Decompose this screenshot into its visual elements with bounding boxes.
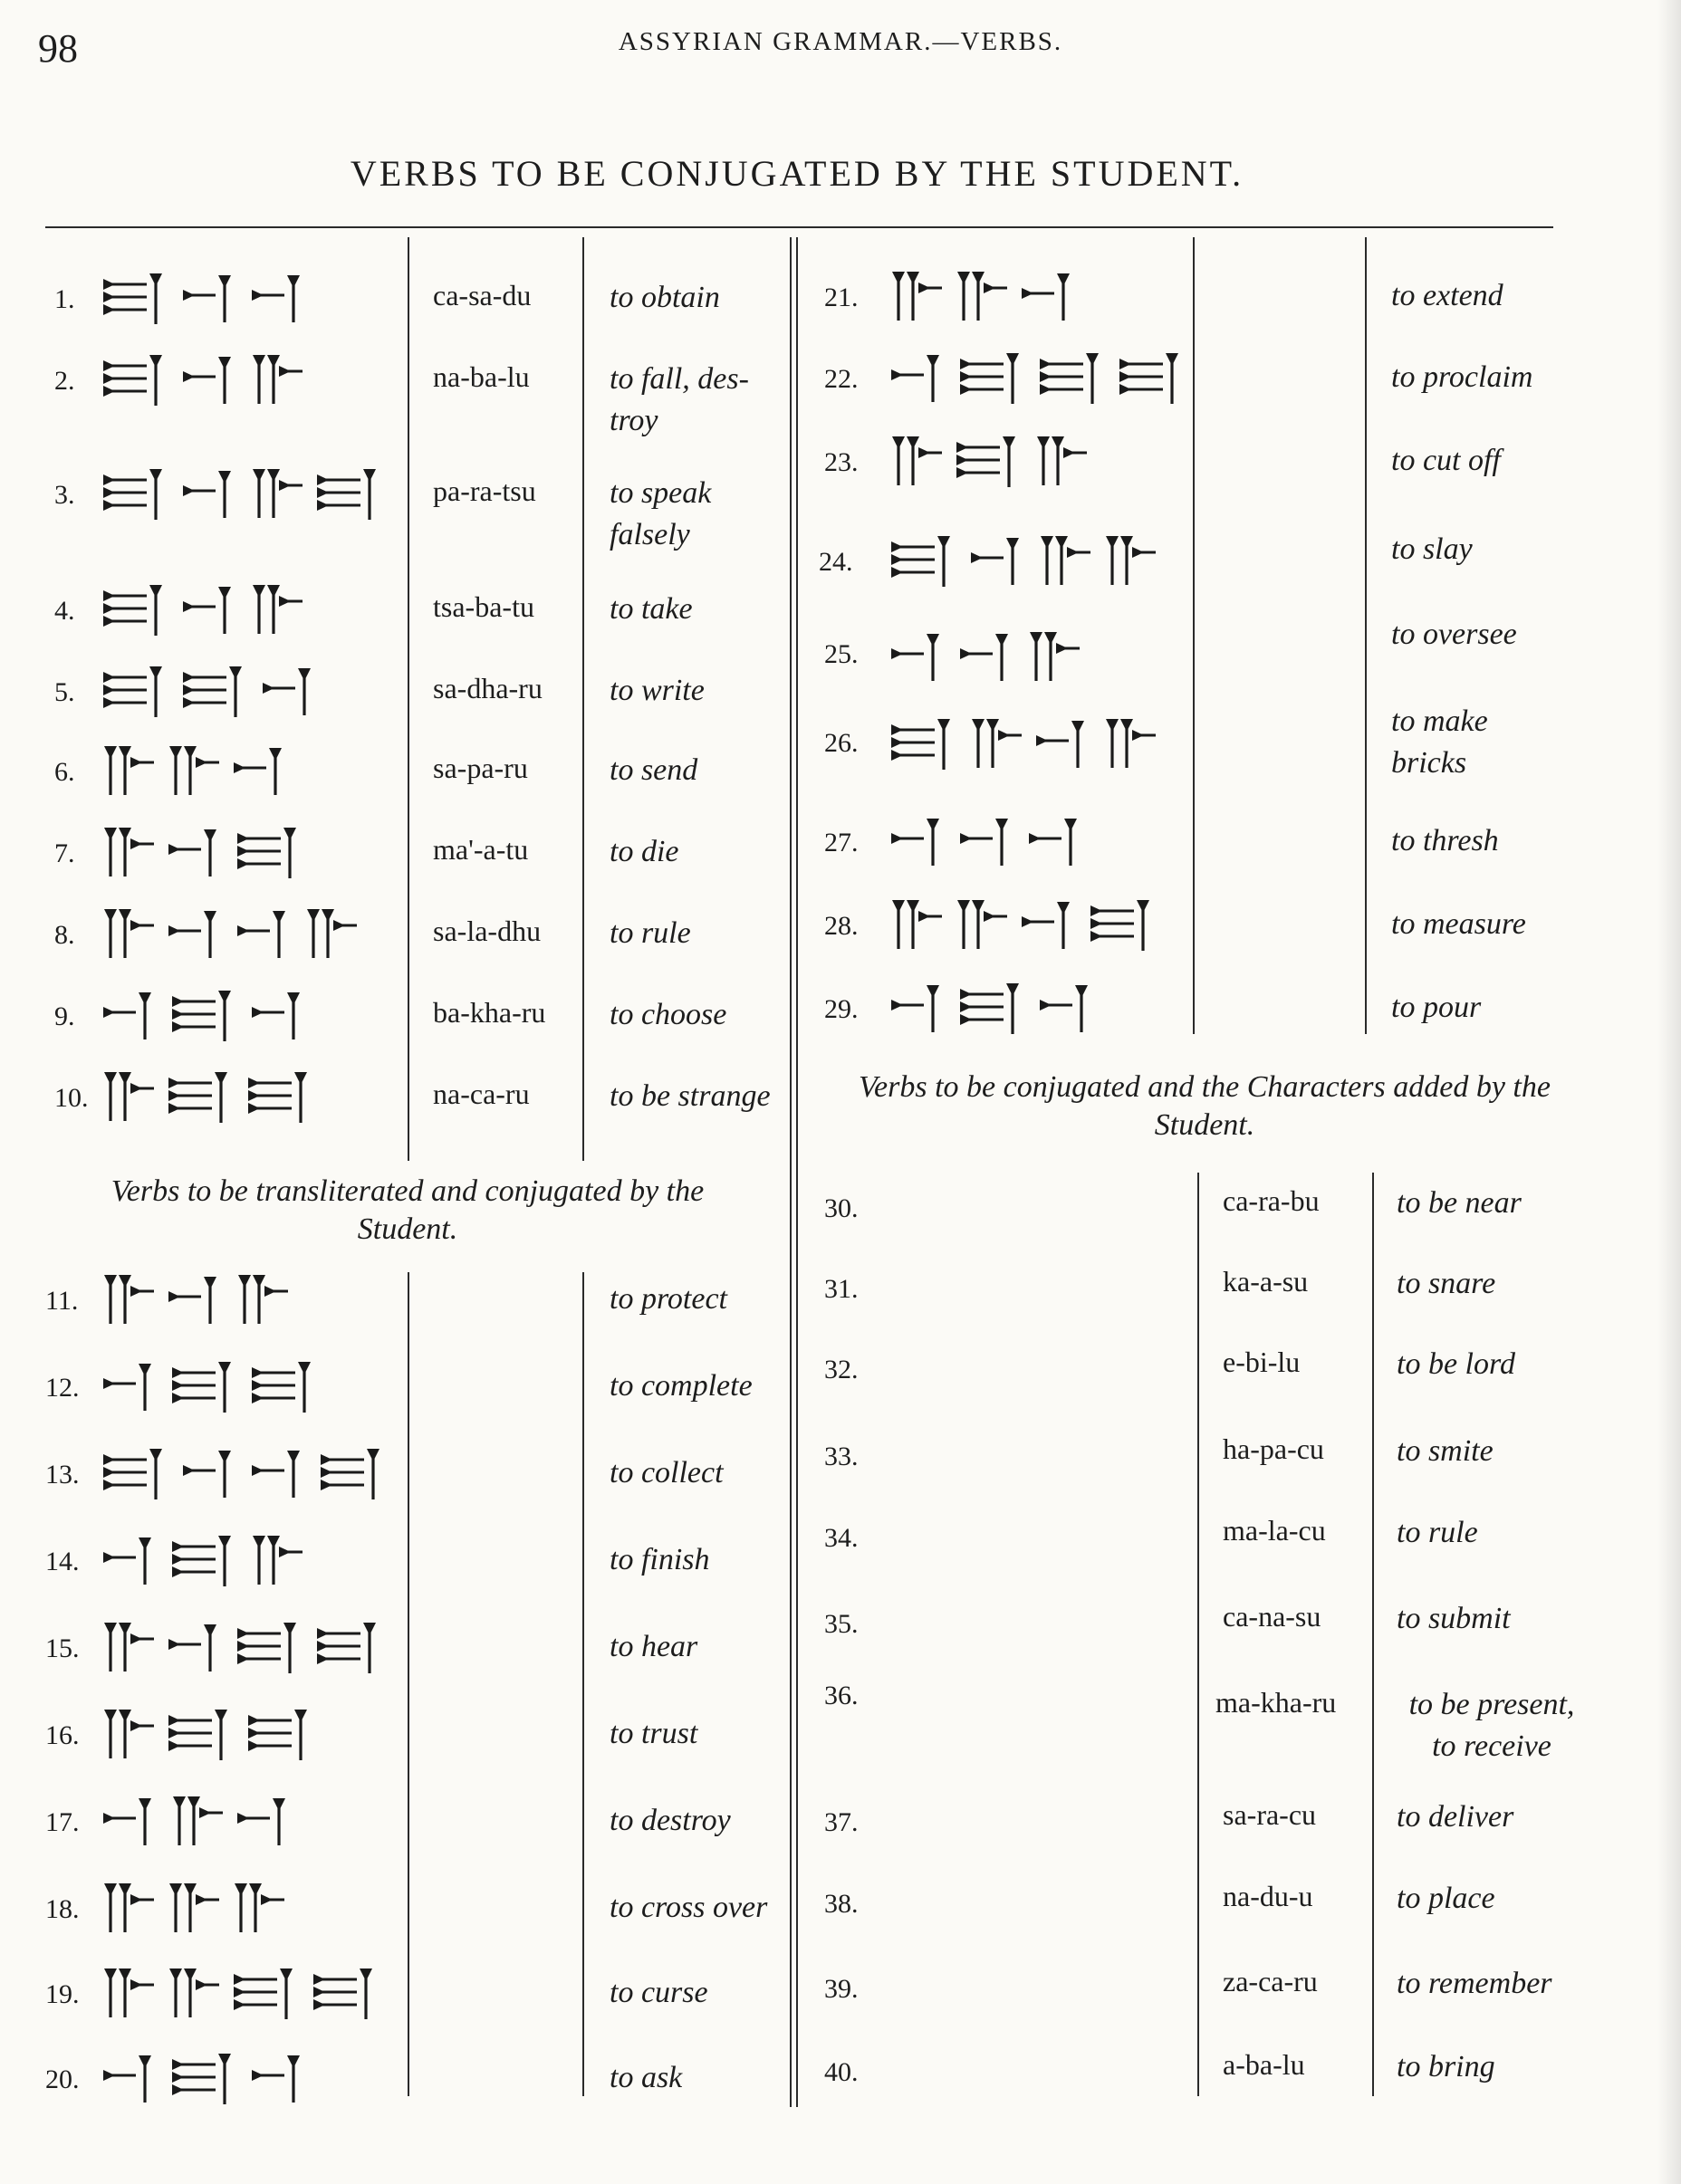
- verb-row: [797, 348, 1612, 411]
- cuneiform-wedges: [104, 1623, 376, 1673]
- cuneiform-wedges: [103, 273, 300, 324]
- verb-row: [0, 822, 788, 886]
- verb-number: 11.: [45, 1286, 79, 1316]
- meaning: to trust: [610, 1717, 698, 1750]
- transliteration: sa-ra-cu: [1223, 1798, 1317, 1831]
- verb-row: [797, 1787, 1612, 1851]
- cuneiform-svg: [100, 1356, 399, 1416]
- cuneiform-svg: [888, 895, 1186, 954]
- cuneiform-svg: [100, 661, 399, 721]
- verb-row: [0, 985, 788, 1049]
- verb-row: [797, 1589, 1612, 1652]
- cuneiform-glyphs: [100, 822, 399, 882]
- verb-row: [0, 1530, 788, 1594]
- cuneiform-wedges: [103, 1362, 311, 1413]
- cuneiform-glyphs: [100, 1878, 399, 1938]
- meaning: to place: [1397, 1882, 1495, 1915]
- cuneiform-svg: [100, 822, 399, 882]
- cuneiform-svg: [100, 1878, 399, 1938]
- verb-row: [0, 464, 788, 551]
- meaning: to remember: [1397, 1967, 1552, 2000]
- meaning: to protect: [610, 1282, 727, 1316]
- verb-number: 12.: [45, 1373, 80, 1403]
- meaning: to hear: [610, 1630, 698, 1663]
- note-right: Verbs to be conjugated and the Characters added by the Student.: [859, 1070, 1551, 1142]
- cuneiform-wedges: [891, 536, 1156, 587]
- verb-row: [0, 1878, 788, 1941]
- verb-row: [0, 1617, 788, 1681]
- cuneiform-wedges: [892, 436, 1087, 487]
- cuneiform-glyphs: [888, 627, 1186, 686]
- transliteration: na-ba-lu: [433, 360, 530, 393]
- verb-row: [797, 895, 1612, 958]
- cuneiform-wedges: [103, 355, 303, 406]
- meaning: to send: [610, 753, 698, 787]
- cuneiform-wedges: [104, 909, 357, 958]
- top-rule: [45, 226, 1553, 228]
- verb-number: 17.: [45, 1807, 80, 1837]
- cuneiform-glyphs: [100, 741, 399, 800]
- verb-number: 19.: [45, 1979, 80, 2009]
- verb-number: 7.: [54, 838, 75, 868]
- verb-number: 10.: [54, 1083, 89, 1113]
- cuneiform-svg: [100, 1067, 399, 1126]
- cuneiform-glyphs: [100, 904, 399, 963]
- verb-row: [797, 811, 1612, 875]
- transliteration: sa-dha-ru: [433, 672, 543, 704]
- meaning: to be lord: [1397, 1347, 1515, 1381]
- transliteration: ma-kha-ru: [1215, 1686, 1337, 1719]
- meaning: to complete: [610, 1369, 753, 1403]
- verb-row: [0, 1791, 788, 1854]
- page-number: 98: [38, 26, 78, 71]
- cuneiform-wedges: [104, 1968, 372, 2019]
- verb-number: 4.: [54, 596, 75, 626]
- cuneiform-glyphs: [888, 431, 1186, 491]
- verb-number: 34.: [824, 1523, 859, 1553]
- cuneiform-svg: [888, 811, 1186, 871]
- verb-number: 36.: [824, 1681, 859, 1710]
- verb-number: 32.: [824, 1355, 859, 1384]
- cuneiform-svg: [100, 1269, 399, 1329]
- meaning: to obtain: [610, 281, 720, 314]
- cuneiform-svg: [100, 1963, 399, 2023]
- cuneiform-glyphs: [100, 1356, 399, 1416]
- transliteration: pa-ra-tsu: [433, 474, 536, 507]
- verb-row: [0, 661, 788, 724]
- cuneiform-wedges: [891, 353, 1178, 404]
- verb-number: 29.: [824, 994, 859, 1024]
- page-scan-edge: [1657, 0, 1681, 2184]
- verb-number: 26.: [824, 728, 859, 758]
- verb-number: 2.: [54, 366, 75, 396]
- cuneiform-svg: [888, 714, 1186, 773]
- verb-number: 31.: [824, 1274, 859, 1304]
- meaning: to choose: [610, 998, 727, 1031]
- verb-row: [797, 1954, 1612, 2017]
- meaning: to destroy: [610, 1804, 731, 1837]
- cuneiform-wedges: [892, 900, 1149, 951]
- cuneiform-wedges: [103, 1536, 303, 1586]
- verb-row: [797, 692, 1612, 780]
- transliteration: ca-sa-du: [433, 279, 532, 311]
- verb-number: 16.: [45, 1720, 80, 1750]
- cuneiform-wedges: [104, 1710, 307, 1760]
- verb-row: [797, 431, 1612, 494]
- meaning: to curse: [610, 1976, 708, 2009]
- meaning: to slay: [1391, 532, 1473, 566]
- cuneiform-svg: [100, 1791, 399, 1851]
- transliteration: na-ca-ru: [433, 1078, 530, 1110]
- cuneiform-svg: [888, 431, 1186, 491]
- cuneiform-glyphs: [100, 1443, 399, 1503]
- cuneiform-wedges: [104, 1883, 284, 1932]
- verb-number: 27.: [824, 828, 859, 857]
- verb-number: 23.: [824, 447, 859, 477]
- verb-number: 3.: [54, 480, 75, 510]
- cuneiform-wedges: [104, 1275, 288, 1324]
- verb-number: 30.: [824, 1193, 859, 1223]
- verb-row: [797, 1173, 1612, 1237]
- verb-number: 1.: [54, 284, 75, 314]
- cuneiform-svg: [100, 1617, 399, 1677]
- verb-number: 28.: [824, 911, 859, 941]
- meaning: to bring: [1397, 2050, 1495, 2083]
- cuneiform-glyphs: [100, 464, 399, 523]
- cuneiform-svg: [100, 464, 399, 523]
- verb-number: 38.: [824, 1889, 859, 1919]
- meaning: to make bricks: [1391, 704, 1488, 780]
- meaning: to cross over: [610, 1891, 768, 1924]
- transliteration: a-ba-lu: [1223, 2048, 1305, 2081]
- meaning: to thresh: [1391, 824, 1499, 857]
- cuneiform-glyphs: [888, 348, 1186, 407]
- center-double-rule-a: [790, 237, 792, 2107]
- meaning: to submit: [1397, 1602, 1511, 1635]
- cuneiform-glyphs: [100, 661, 399, 721]
- verb-number: 20.: [45, 2064, 80, 2094]
- cuneiform-svg: [100, 1530, 399, 1590]
- meaning: to proclaim: [1391, 360, 1533, 394]
- meaning: to cut off: [1391, 444, 1501, 477]
- verb-row: [797, 978, 1612, 1041]
- meaning: to measure: [1391, 907, 1526, 941]
- cuneiform-glyphs: [100, 1791, 399, 1851]
- meaning: to speak falsely: [610, 476, 712, 551]
- verb-number: 35.: [824, 1609, 859, 1639]
- verb-row: [0, 1269, 788, 1333]
- cuneiform-svg: [100, 268, 399, 328]
- cuneiform-svg: [100, 350, 399, 409]
- cuneiform-svg: [100, 2048, 399, 2108]
- verb-row: [797, 1869, 1612, 1932]
- verb-row: [797, 1254, 1612, 1317]
- cuneiform-svg: [100, 1443, 399, 1503]
- cuneiform-glyphs: [100, 1530, 399, 1590]
- verb-row: [797, 605, 1612, 668]
- verb-row: [0, 1356, 788, 1420]
- verb-number: 8.: [54, 920, 75, 950]
- transliteration: ba-kha-ru: [433, 996, 546, 1029]
- meaning: to smite: [1397, 1434, 1494, 1468]
- verb-number: 33.: [824, 1442, 859, 1471]
- transliteration: ma-la-cu: [1223, 1514, 1326, 1547]
- verb-number: 15.: [45, 1633, 80, 1663]
- running-head: ASSYRIAN GRAMMAR.—VERBS.: [618, 27, 1063, 56]
- note-left: Verbs to be transliterated and conjugated by the Student.: [110, 1174, 705, 1246]
- verb-number: 37.: [824, 1807, 859, 1837]
- verb-row: [0, 1067, 788, 1130]
- cuneiform-wedges: [103, 666, 311, 717]
- transliteration: tsa-ba-tu: [433, 590, 534, 623]
- verb-row: [0, 741, 788, 804]
- cuneiform-svg: [888, 348, 1186, 407]
- cuneiform-wedges: [891, 819, 1077, 866]
- transliteration: e-bi-lu: [1223, 1346, 1301, 1378]
- verb-row: [0, 1704, 788, 1767]
- verb-number: 9.: [54, 1001, 75, 1031]
- section-title: VERBS TO BE CONJUGATED BY THE STUDENT.: [350, 153, 1244, 194]
- verb-row: [797, 2037, 1612, 2101]
- cuneiform-wedges: [104, 828, 296, 878]
- meaning: to extend: [1391, 279, 1503, 312]
- cuneiform-svg: [100, 580, 399, 639]
- cuneiform-glyphs: [888, 531, 1186, 590]
- cuneiform-wedges: [104, 1072, 307, 1123]
- verb-row: [0, 350, 788, 437]
- verb-row: [797, 1503, 1612, 1566]
- cuneiform-wedges: [103, 469, 376, 520]
- verb-number: 24.: [819, 547, 853, 577]
- verb-number: 14.: [45, 1547, 80, 1576]
- transliteration: sa-pa-ru: [433, 752, 528, 784]
- transliteration: ca-ra-bu: [1223, 1184, 1320, 1217]
- meaning: to collect: [610, 1456, 724, 1490]
- verb-row: [0, 580, 788, 643]
- meaning: to deliver: [1397, 1800, 1514, 1834]
- cuneiform-glyphs: [100, 2048, 399, 2108]
- meaning: to die: [610, 835, 679, 868]
- cuneiform-glyphs: [100, 1963, 399, 2023]
- verb-number: 21.: [824, 283, 859, 312]
- verb-row: [0, 2048, 788, 2112]
- cuneiform-glyphs: [888, 714, 1186, 773]
- verb-row: [0, 1963, 788, 2026]
- meaning: to oversee: [1391, 618, 1517, 651]
- verb-row: [0, 268, 788, 331]
- meaning: to pour: [1391, 991, 1482, 1024]
- meaning: to snare: [1397, 1267, 1496, 1300]
- transliteration: ca-na-su: [1223, 1600, 1321, 1633]
- cuneiform-glyphs: [100, 580, 399, 639]
- cuneiform-svg: [100, 741, 399, 800]
- meaning: to rule: [610, 916, 691, 950]
- cuneiform-svg: [100, 904, 399, 963]
- meaning: to finish: [610, 1543, 710, 1576]
- transliteration: na-du-u: [1223, 1880, 1313, 1912]
- transliteration: sa-la-dhu: [433, 915, 542, 947]
- cuneiform-svg: [888, 978, 1186, 1038]
- meaning: to rule: [1397, 1516, 1478, 1549]
- cuneiform-glyphs: [100, 350, 399, 409]
- transliteration: za-ca-ru: [1223, 1965, 1318, 1997]
- cuneiform-glyphs: [100, 985, 399, 1045]
- cuneiform-glyphs: [100, 1269, 399, 1329]
- verb-number: 22.: [824, 364, 859, 394]
- verb-number: 13.: [45, 1460, 80, 1490]
- meaning: to be present, to receive: [1408, 1688, 1575, 1763]
- cuneiform-wedges: [104, 746, 282, 795]
- verb-row: [797, 520, 1612, 583]
- cuneiform-svg: [888, 266, 1186, 326]
- cuneiform-svg: [100, 985, 399, 1045]
- transliteration: ka-a-su: [1223, 1265, 1309, 1298]
- cuneiform-glyphs: [888, 266, 1186, 326]
- cuneiform-glyphs: [888, 811, 1186, 871]
- transliteration: ha-pa-cu: [1223, 1432, 1324, 1465]
- cuneiform-wedges: [103, 1449, 379, 1499]
- cuneiform-wedges: [103, 991, 300, 1041]
- cuneiform-wedges: [103, 585, 303, 636]
- verb-number: 18.: [45, 1894, 80, 1924]
- cuneiform-glyphs: [100, 1704, 399, 1764]
- verb-number: 40.: [824, 2057, 859, 2087]
- verb-number: 39.: [824, 1974, 859, 2004]
- meaning: to take: [610, 592, 693, 626]
- verb-row: [797, 1675, 1612, 1763]
- verb-number: 25.: [824, 639, 859, 669]
- cuneiform-wedges: [891, 719, 1156, 770]
- meaning: to fall, des-troy: [610, 362, 749, 437]
- meaning: to be strange: [610, 1079, 771, 1113]
- cuneiform-wedges: [892, 272, 1070, 321]
- verb-row: [797, 1335, 1612, 1398]
- verb-number: 6.: [54, 757, 75, 787]
- cuneiform-svg: [100, 1704, 399, 1764]
- verb-row: [0, 904, 788, 967]
- cuneiform-wedges: [103, 2054, 300, 2104]
- transliteration: ma'-a-tu: [433, 833, 529, 866]
- cuneiform-glyphs: [100, 1617, 399, 1677]
- cuneiform-glyphs: [100, 1067, 399, 1126]
- verb-row: [797, 266, 1612, 330]
- verb-row: [0, 1443, 788, 1507]
- cuneiform-svg: [888, 531, 1186, 590]
- cuneiform-wedges: [891, 632, 1080, 681]
- meaning: to ask: [610, 2061, 683, 2094]
- cuneiform-wedges: [891, 983, 1088, 1034]
- verb-row: [797, 1422, 1612, 1485]
- meaning: to write: [610, 674, 705, 707]
- cuneiform-wedges: [103, 1796, 285, 1845]
- cuneiform-glyphs: [888, 895, 1186, 954]
- cuneiform-glyphs: [100, 268, 399, 328]
- cuneiform-svg: [888, 627, 1186, 686]
- cuneiform-glyphs: [888, 978, 1186, 1038]
- meaning: to be near: [1397, 1186, 1522, 1220]
- verb-number: 5.: [54, 677, 75, 707]
